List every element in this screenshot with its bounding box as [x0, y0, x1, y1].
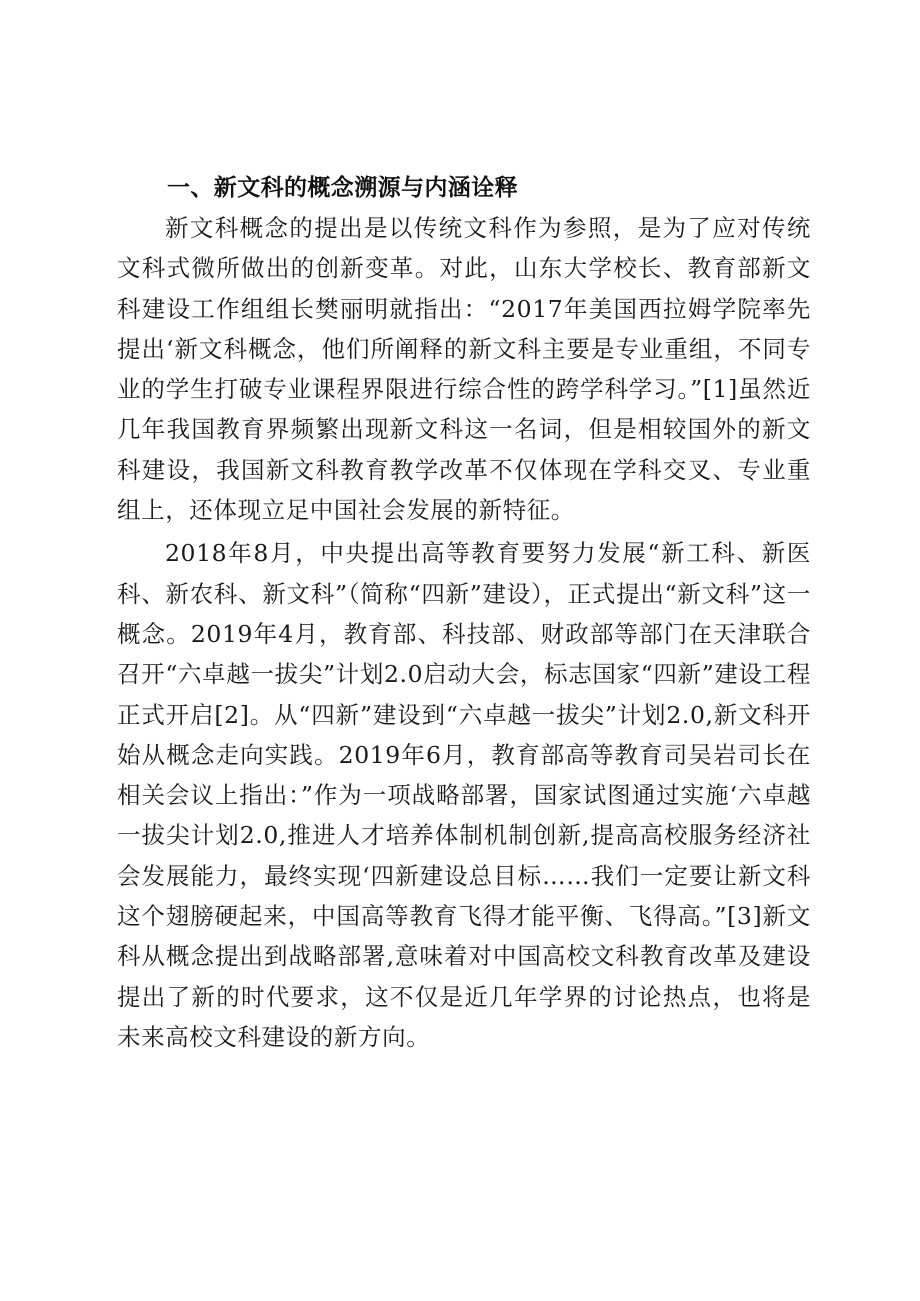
paragraph-concept-origin: 新文科概念的提出是以传统文科作为参照，是为了应对传统文科式微所做出的创新变革。对此，山东大学校长、教育部新文科建设工作组组长樊丽明就指出：“2017年美国西拉姆学院率先提出‘新文科概念，他们所阐释的新文科主要是专业重组，不同专业的学生打破专业课程界限进行综合性的跨学科学习。”[1]虽然近几年我国教育界频繁出现新文科这一名词，但是相较国外的新文科建设，我国新文科教育教学改革不仅体现在学科交叉、专业重组上，还体现立足中国社会发展的新特征。: [117, 214, 811, 525]
document-body: [117, 168, 811, 1057]
section-heading: 一、新文科的概念溯源与内涵诠释: [167, 175, 518, 201]
paragraph-policy-development: 2018年8月，中央提出高等教育要努力发展“新工科、新医科、新农科、新文科”（简称“四新”建设），正式提出“新文科”这一概念。2019年4月，教育部、科技部、财政部等部门在天津联合召开“六卓越一拔尖”计划2.0启动大会，标志国家“四新”建设工程正式开启[2]。从“四新”建设到“六卓越一拔尖”计划2.0,新文科开始从概念走向实践。2019年6月，教育部高等教育司吴岩司长在相关会议上指出：”作为一项战略部署，国家试图通过实施‘六卓越一拔尖计划2.0,推进人才培养体制机制创新,提高高校服务经济社会发展能力，最终实现‘四新建设总目标……我们一定要让新文科这个翅膀硬起来，中国高等教育飞得才能平衡、飞得高。”[3]新文科从概念提出到战略部署,意味着对中国高校文科教育改革及建设提出了新的时代要求，这不仅是近几年学界的讨论热点，也将是未来高校文科建设的新方向。: [117, 539, 811, 1051]
